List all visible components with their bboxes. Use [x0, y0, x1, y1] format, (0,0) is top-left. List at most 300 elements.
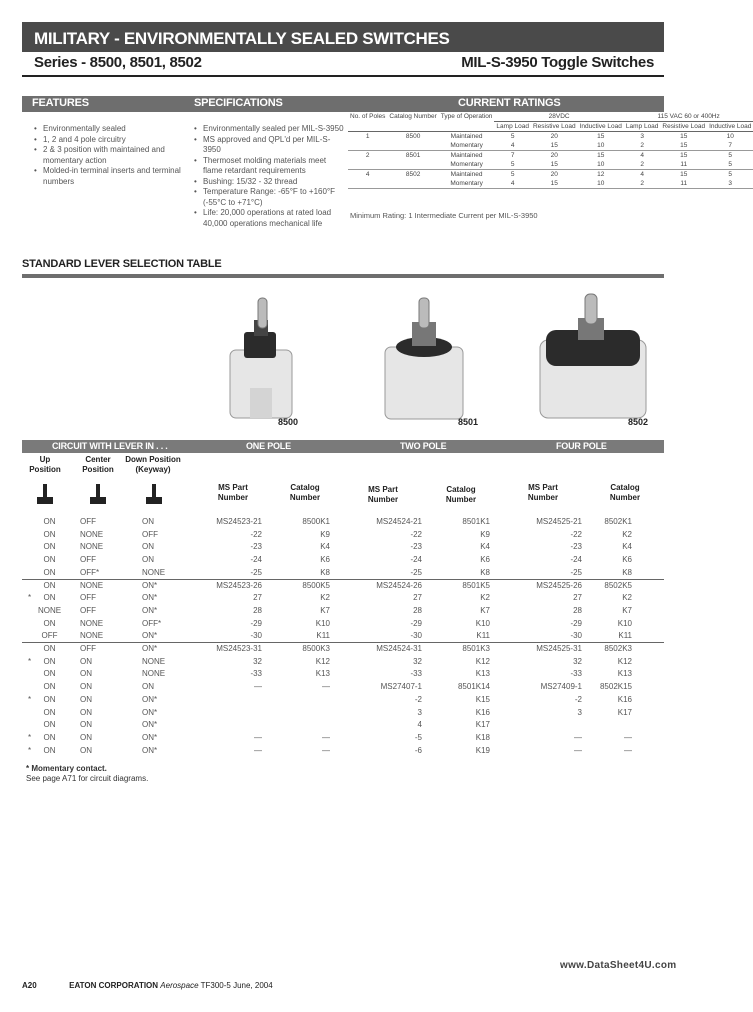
table-cell-cat3: K2: [622, 593, 632, 603]
table-cell-ms2: 4: [417, 720, 422, 730]
table-cell-cat2: K19: [475, 745, 490, 755]
resistive-header: Resistive Load: [662, 123, 706, 130]
table-cell-cat1: 8500K3: [302, 644, 330, 653]
table-cell-ms1: -25: [250, 567, 262, 577]
table-cell-ms2: MS27407-1: [380, 682, 422, 692]
catalog-number-header: Catalog Number: [289, 483, 321, 502]
table-cell-up: ON: [43, 618, 56, 628]
ratings-cell: 15: [550, 142, 558, 149]
table-cell-ms2: -29: [410, 618, 422, 628]
ratings-cell: Momentary: [450, 161, 483, 168]
table-row: [22, 681, 664, 694]
list-item: • 1, 2 and 4 pole circuitry: [34, 135, 184, 146]
table-cell-cat2: 8501K5: [462, 580, 490, 590]
table-cell-cat1: 8500K5: [302, 580, 330, 590]
current-ratings-heading: CURRENT RATINGS: [458, 97, 561, 109]
table-cell-ms2: 32: [413, 656, 422, 666]
table-cell-down: ON: [142, 555, 154, 565]
table-cell-down: ON*: [142, 593, 158, 603]
table-cell-down: ON*: [142, 720, 158, 730]
table-cell-ms1: -33: [250, 669, 262, 679]
lever-down-icon: [145, 482, 163, 506]
table-cell-ms3: MS24525-21: [536, 517, 582, 526]
table-cell-ms3: -23: [570, 542, 582, 552]
table-cell-center: NONE: [80, 618, 104, 628]
table-row: [22, 719, 664, 732]
up-position-header: Up Position: [29, 455, 61, 474]
table-cell-cat3: 8502K3: [604, 644, 632, 653]
table-cell-cat3: 8502K15: [599, 682, 632, 692]
list-item: • Environmentally sealed per MIL-S-3950: [194, 124, 346, 135]
ratings-row: [348, 179, 753, 189]
table-cell-ms2: 28: [413, 605, 422, 615]
table-cell-up: ON: [43, 694, 56, 704]
catalog-number-header: Catalog Number: [609, 483, 641, 502]
table-cell-cat1: —: [322, 732, 330, 742]
ratings-cell: 4: [640, 171, 644, 178]
table-cell-cat3: K11: [618, 631, 632, 641]
table-cell-center: ON: [80, 720, 92, 730]
ratings-cell: 3: [728, 180, 733, 187]
poles-header: No. of Poles: [350, 113, 386, 120]
table-cell-down: OFF*: [142, 618, 162, 628]
ratings-cell: 7: [510, 152, 515, 159]
company-name: EATON CORPORATION: [69, 981, 159, 990]
ratings-cell: 4: [365, 171, 370, 178]
ratings-cell: 12: [597, 171, 605, 178]
switch-8500-photo: [220, 290, 310, 425]
table-cell-cat2: K11: [476, 631, 490, 641]
table-cell-ms1: —: [254, 682, 262, 692]
table-cell-cat2: K12: [475, 656, 490, 666]
table-cell-cat3: K6: [622, 555, 632, 565]
ratings-cell: 11: [680, 161, 688, 168]
table-row: [22, 516, 664, 529]
ratings-cell: 10: [726, 133, 734, 140]
ratings-cell: [387, 141, 438, 151]
table-cell-ms2: -33: [410, 669, 422, 679]
series-title: Series - 8500, 8501, 8502: [34, 54, 202, 71]
table-cell-cat2: K7: [480, 605, 490, 615]
table-cell-ast: *: [28, 732, 32, 742]
table-cell-cat2: K2: [480, 593, 490, 603]
table-cell-cat3: K2: [622, 529, 632, 539]
table-cell-cat1: K6: [320, 555, 330, 565]
lamp-header: Lamp Load: [625, 123, 659, 130]
table-cell-ms3: MS24525-26: [536, 580, 582, 590]
table-row: [22, 580, 664, 593]
table-cell-ms2: -2: [414, 694, 422, 704]
footer: [22, 981, 273, 990]
table-cell-up: ON: [43, 707, 56, 717]
ratings-cell: 8502: [405, 171, 421, 178]
table-cell-cat1: —: [322, 682, 330, 692]
ratings-cell: Maintained: [450, 152, 483, 159]
table-cell-center: OFF: [80, 605, 96, 615]
table-cell-center: NONE: [80, 580, 104, 590]
table-cell-cat3: —: [624, 745, 632, 755]
features-list: [34, 124, 184, 187]
table-cell-up: ON: [43, 732, 56, 742]
table-cell-cat3: K8: [622, 567, 632, 577]
table-cell-cat1: K8: [320, 567, 330, 577]
ratings-cell: 4: [640, 152, 644, 159]
table-cell-center: ON: [80, 669, 92, 679]
lever-table-rule: [22, 274, 664, 278]
table-cell-down: ON*: [142, 732, 158, 742]
table-cell-ms3: —: [574, 745, 582, 755]
ratings-cell: 5: [510, 133, 515, 140]
table-cell-ms2: MS24524-21: [376, 517, 422, 526]
table-cell-down: ON: [142, 682, 154, 692]
table-cell-ms3: -24: [570, 555, 582, 565]
table-cell-cat2: K4: [480, 542, 490, 552]
table-cell-ms1: 28: [253, 605, 262, 615]
table-cell-ms2: 27: [413, 593, 422, 603]
ratings-cell: 3: [640, 133, 644, 140]
lever-center-icon: [89, 482, 107, 506]
ratings-cell: 5: [728, 161, 733, 168]
list-item: • Life: 20,000 operations at rated load 40,000 operations mechanical life: [194, 208, 346, 229]
table-row: [22, 605, 664, 618]
table-cell-cat3: K16: [617, 694, 632, 704]
table-cell-center: ON: [80, 745, 92, 755]
table-cell-ms2: -23: [410, 542, 422, 552]
table-cell-ms2: -25: [410, 567, 422, 577]
doc-number: TF300-5: [200, 981, 231, 990]
table-cell-up: NONE: [37, 605, 62, 615]
table-cell-ms3: 3: [577, 707, 582, 717]
table-cell-cat1: 8500K1: [302, 517, 330, 526]
ms-part-header: MS Part Number: [217, 483, 249, 502]
ratings-cell: Maintained: [450, 171, 483, 178]
table-cell-cat1: K7: [320, 605, 330, 615]
switch-8502-photo: [532, 292, 652, 422]
table-row: [22, 668, 664, 681]
ratings-cell: 20: [550, 171, 558, 178]
inductive-header: Inductive Load: [579, 123, 622, 130]
table-cell-down: ON: [142, 542, 154, 552]
table-cell-center: OFF: [80, 555, 96, 565]
table-cell-down: ON*: [142, 694, 158, 704]
ratings-row: [348, 160, 753, 170]
ratings-cell: 15: [680, 133, 688, 140]
table-cell-cat2: 8501K1: [462, 517, 490, 526]
footnote: [26, 764, 148, 784]
two-pole-header: TWO POLE: [400, 441, 447, 451]
table-cell-center: OFF: [80, 644, 96, 653]
table-cell-cat1: K9: [320, 529, 330, 539]
circuit-header: CIRCUIT WITH LEVER IN . . .: [52, 441, 168, 451]
table-cell-center: ON: [80, 656, 92, 666]
ratings-cell: Momentary: [450, 180, 483, 187]
table-cell-ms1: -23: [250, 542, 262, 552]
ratings-row: [348, 151, 753, 161]
table-cell-cat3: K10: [617, 618, 632, 628]
center-position-header: Center Position: [82, 455, 114, 474]
table-cell-center: ON: [80, 732, 92, 742]
section-bar: [22, 96, 664, 112]
table-cell-cat3: K4: [622, 542, 632, 552]
ratings-cell: 4: [510, 142, 515, 149]
table-cell-ms2: -30: [410, 631, 422, 641]
ratings-cell: [387, 179, 438, 189]
header-rule: [22, 75, 664, 77]
table-cell-up: ON: [43, 529, 56, 539]
ratings-cell: 5: [728, 171, 733, 178]
table-cell-cat2: K8: [480, 567, 490, 577]
table-cell-center: ON: [80, 682, 92, 692]
table-cell-cat1: —: [322, 745, 330, 755]
table-cell-cat2: K9: [480, 529, 490, 539]
ratings-cell: 2: [640, 161, 644, 168]
table-cell-ms1: MS24523-26: [216, 580, 262, 590]
list-item: • Bushing: 15/32 - 32 thread: [194, 177, 346, 188]
table-cell-ms3: -33: [570, 669, 582, 679]
table-cell-ms1: 32: [253, 656, 262, 666]
table-cell-ms1: -22: [250, 529, 262, 539]
ratings-body: [348, 132, 753, 189]
catalog-header: Catalog Number: [389, 113, 437, 120]
footnote-momentary: * Momentary contact.: [26, 764, 107, 773]
table-cell-cat3: K13: [617, 669, 632, 679]
ratings-cell: [348, 179, 387, 189]
inductive-header: Inductive Load: [709, 123, 752, 130]
table-cell-down: ON*: [142, 605, 158, 615]
ratings-cell: 1: [365, 133, 370, 140]
table-cell-cat2: K15: [475, 694, 490, 704]
table-row: [22, 541, 664, 554]
footnote-see-page: See page A71 for circuit diagrams.: [26, 774, 149, 783]
table-row: [22, 694, 664, 707]
ratings-row: [348, 170, 753, 180]
table-cell-center: ON: [80, 694, 92, 704]
vdc-header: 28VDC: [494, 112, 623, 122]
current-ratings-table: [348, 112, 753, 189]
photo-label-8502: 8502: [628, 417, 649, 427]
table-cell-ms1: MS24523-21: [216, 517, 262, 526]
specifications-list: [194, 124, 346, 229]
table-cell-ms2: -5: [414, 732, 422, 742]
ratings-cell: 8501: [405, 152, 421, 159]
table-cell-cat3: 8502K1: [604, 517, 632, 526]
page-title: MILITARY - ENVIRONMENTALLY SEALED SWITCHES: [34, 29, 450, 48]
table-cell-ms3: 28: [573, 605, 582, 615]
list-item: • Temperature Range: -65°F to +160°F (-55°C to +71°C): [194, 187, 346, 208]
ratings-cell: 15: [550, 161, 558, 168]
standard-title: MIL-S-3950 Toggle Switches: [461, 54, 654, 71]
division-name: Aerospace: [160, 981, 199, 990]
list-item: • 2 & 3 position with maintained and momentary action: [34, 145, 184, 166]
ratings-cell: 10: [597, 142, 605, 149]
ratings-cell: 8500: [405, 133, 421, 140]
lamp-header: Lamp Load: [496, 123, 529, 130]
table-cell-ms1: -30: [250, 631, 262, 641]
table-cell-ms1: —: [254, 732, 262, 742]
list-item: • MS approved and QPL'd per MIL-S-3950: [194, 135, 346, 156]
table-cell-up: ON: [43, 580, 56, 590]
ratings-row: [348, 132, 753, 142]
table-cell-up: ON: [43, 567, 56, 577]
table-cell-ast: *: [28, 694, 32, 704]
table-cell-up: ON: [43, 720, 56, 730]
table-cell-center: OFF: [80, 593, 96, 603]
table-cell-up: ON: [43, 555, 56, 565]
table-cell-cat2: K13: [475, 669, 490, 679]
table-cell-ms2: MS24524-31: [376, 644, 422, 653]
table-cell-center: OFF*: [80, 567, 100, 577]
four-pole-header: FOUR POLE: [556, 441, 607, 451]
ratings-cell: 10: [597, 180, 605, 187]
table-cell-ms1: —: [254, 745, 262, 755]
table-cell-down: NONE: [142, 656, 166, 666]
ratings-cell: Maintained: [450, 133, 483, 140]
table-cell-cat2: 8501K14: [457, 682, 490, 692]
ratings-cell: 20: [550, 133, 558, 140]
photo-label-8500: 8500: [278, 417, 299, 427]
specifications-heading: SPECIFICATIONS: [194, 97, 283, 109]
table-cell-ms1: -29: [250, 618, 262, 628]
ratings-cell: 20: [550, 152, 558, 159]
ratings-cell: 4: [510, 180, 515, 187]
table-cell-up: ON: [43, 517, 56, 526]
table-cell-down: ON*: [142, 707, 158, 717]
ratings-cell: 2: [640, 180, 644, 187]
operation-header: Type of Operation: [440, 113, 493, 120]
lever-up-icon: [36, 482, 54, 506]
table-row: [22, 656, 664, 669]
ratings-cell: 10: [597, 161, 605, 168]
table-cell-center: NONE: [80, 529, 104, 539]
ms-part-header: MS Part Number: [527, 483, 559, 502]
table-row: [22, 529, 664, 542]
table-cell-up: ON: [43, 669, 56, 679]
resistive-header: Resistive Load: [532, 123, 576, 130]
table-cell-ms1: MS24523-31: [216, 644, 262, 653]
ratings-cell: 7: [728, 142, 733, 149]
table-cell-ms3: -2: [574, 694, 582, 704]
table-cell-ms3: -25: [570, 567, 582, 577]
table-cell-cat3: 8502K5: [604, 580, 632, 590]
table-cell-down: NONE: [142, 567, 166, 577]
table-cell-cat1: K11: [316, 631, 330, 641]
table-cell-cat1: K2: [320, 593, 330, 603]
table-cell-down: OFF: [142, 529, 158, 539]
table-cell-cat1: K13: [315, 669, 330, 679]
table-cell-ms3: -30: [570, 631, 582, 641]
ratings-cell: [348, 141, 387, 151]
page-number: A20: [22, 981, 37, 990]
table-row: [22, 592, 664, 605]
catalog-number-header: Catalog Number: [445, 485, 477, 504]
table-cell-up: ON: [43, 745, 56, 755]
table-cell-cat3: K12: [617, 656, 632, 666]
table-row: [22, 707, 664, 720]
table-cell-ast: *: [28, 656, 32, 666]
ratings-cell: 2: [365, 152, 370, 159]
table-cell-cat2: K6: [480, 555, 490, 565]
ratings-cell: 15: [680, 152, 688, 159]
table-cell-down: ON*: [142, 580, 158, 590]
table-cell-center: OFF: [80, 517, 96, 526]
ratings-cell: 15: [597, 152, 605, 159]
ratings-cell: Momentary: [450, 142, 483, 149]
table-cell-ms3: 32: [573, 656, 582, 666]
ratings-cell: 5: [510, 171, 515, 178]
table-cell-up: OFF: [41, 631, 58, 641]
table-cell-down: NONE: [142, 669, 166, 679]
table-cell-cat2: 8501K3: [462, 644, 490, 653]
table-cell-ms1: 27: [253, 593, 262, 603]
ratings-note: Minimum Rating: 1 Intermediate Current per MIL-S-3950: [350, 211, 538, 220]
watermark: www.DataSheet4U.com: [560, 960, 677, 971]
table-cell-ms1: -24: [250, 555, 262, 565]
ratings-cell: [387, 160, 438, 170]
table-row: [22, 732, 664, 745]
down-position-header: Down Position (Keyway): [125, 455, 181, 474]
list-item: • Thermoset molding materials meet flame retardant requirements: [194, 156, 346, 177]
table-cell-up: ON: [43, 656, 56, 666]
table-cell-cat2: K17: [475, 720, 490, 730]
ratings-cell: [348, 160, 387, 170]
ratings-cell: 15: [680, 171, 688, 178]
list-item: • Molded-in terminal inserts and terminal numbers: [34, 166, 184, 187]
table-cell-up: ON: [43, 682, 56, 692]
table-cell-ast: *: [28, 745, 32, 755]
table-cell-down: ON: [142, 517, 154, 526]
table-cell-cat1: K4: [320, 542, 330, 552]
ratings-cell: 15: [550, 180, 558, 187]
lever-table-title: STANDARD LEVER SELECTION TABLE: [22, 258, 222, 270]
ratings-cell: 5: [728, 152, 733, 159]
table-cell-ms3: 27: [573, 593, 582, 603]
table-cell-ms2: -6: [414, 745, 422, 755]
table-cell-cat2: K10: [475, 618, 490, 628]
ms-part-header: MS Part Number: [367, 485, 399, 504]
table-cell-center: ON: [80, 707, 92, 717]
table-cell-center: NONE: [80, 631, 104, 641]
table-cell-ms3: MS27409-1: [540, 682, 582, 692]
table-cell-ms3: —: [574, 732, 582, 742]
table-cell-cat3: K7: [622, 605, 632, 615]
table-cell-ms2: -22: [410, 529, 422, 539]
table-cell-down: ON*: [142, 631, 158, 641]
table-row: [22, 745, 664, 758]
table-cell-up: ON: [43, 644, 56, 653]
table-cell-down: ON*: [142, 745, 158, 755]
table-cell-ms3: -22: [570, 529, 582, 539]
table-cell-ast: *: [28, 593, 32, 603]
table-cell-ms2: 3: [417, 707, 422, 717]
table-cell-ms3: MS24525-31: [536, 644, 582, 653]
table-row: [22, 618, 664, 631]
table-row: [22, 554, 664, 567]
ratings-cell: 5: [510, 161, 515, 168]
table-cell-cat1: K10: [315, 618, 330, 628]
table-cell-ms2: MS24524-26: [376, 580, 422, 590]
switch-8501-photo: [380, 292, 470, 427]
table-cell-up: ON: [43, 542, 56, 552]
vac-header: 115 VAC 60 or 400Hz: [624, 112, 753, 122]
photo-label-8501: 8501: [458, 417, 479, 427]
table-cell-cat2: K18: [475, 732, 490, 742]
table-cell-up: ON: [43, 593, 56, 603]
list-item: • Environmentally sealed: [34, 124, 184, 135]
table-cell-ms3: -29: [570, 618, 582, 628]
ratings-cell: 15: [597, 133, 605, 140]
table-cell-cat3: —: [624, 732, 632, 742]
table-cell-cat1: K12: [315, 656, 330, 666]
